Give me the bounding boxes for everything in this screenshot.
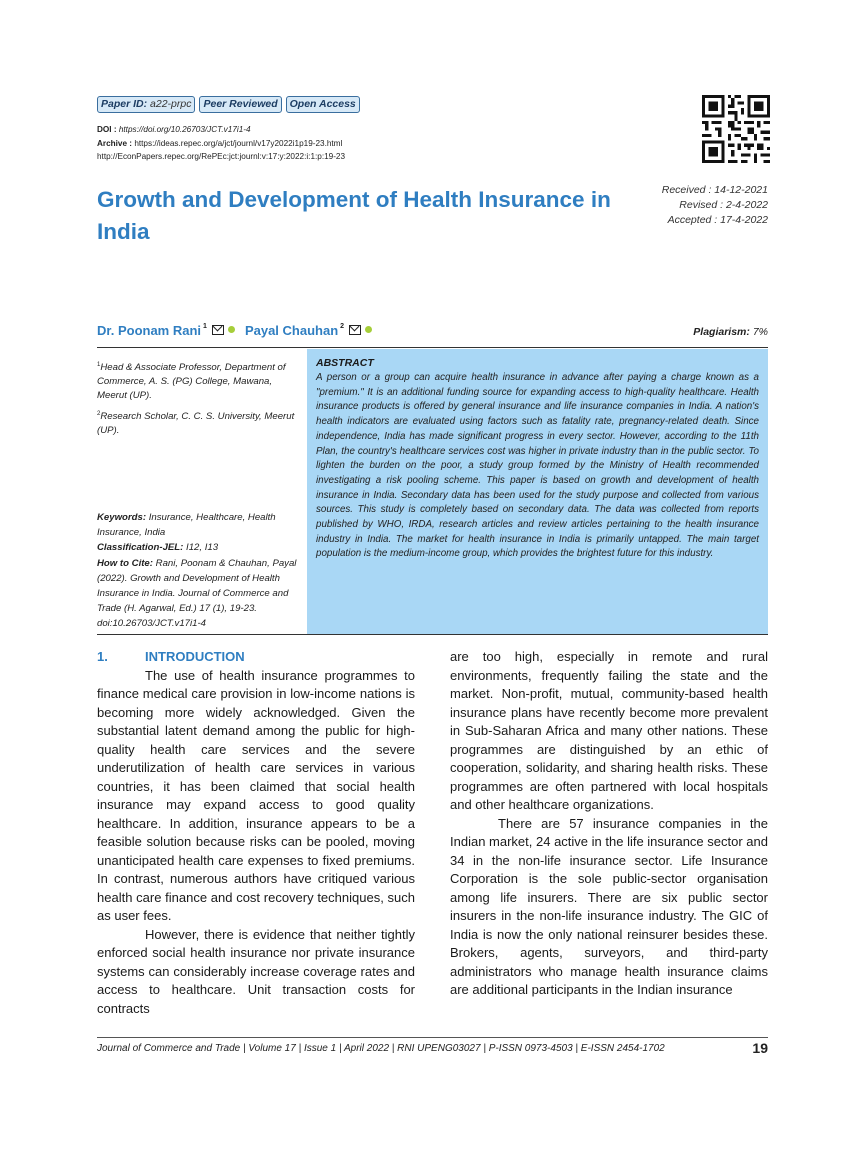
article-info bbox=[97, 510, 305, 632]
paragraph: The use of health insurance programmes to finance medical care provision in low-income nations is becoming more widely acknowledged. Given the substantial latent demand among the public for high-quality health care services and the severe underutilization of health care services in various countries, it has been claimed that social health insurance may expand access to good quality healthcare. In addition, insurance appears to be a feasible solution because risks can be pooled, moving unanticipated health care expenses to fixed premiums. In contrast, numerous authors have critiqued various health care finance and cost recovery techniques, such as user fees. bbox=[97, 667, 415, 923]
section-heading: 1. INTRODUCTION bbox=[97, 649, 245, 664]
affiliation-2: $^2$Research Scholar, C. C. S. University, Meerut (UP). bbox=[97, 411, 295, 437]
doi-block: DOI : https://doi.org/10.26703/JCT.v17i1-4 Archive : https://ideas.repec.org/a/jct/journl/v17y2022i1p19-23.html http://EconPapers.repec.org/RePEc:jct:journl:v:17:y:2022:i:1:p:19-23 bbox=[97, 123, 345, 164]
page-number: 19 bbox=[752, 1040, 768, 1056]
doi-link[interactable]: https://doi.org/10.26703/JCT.v17i1-4 bbox=[118, 125, 251, 134]
open-access-badge: Open Access bbox=[286, 96, 360, 113]
paragraph: However, there is evidence that neither tightly enforced social health insurance nor private insurance systems can considerably increase coverage rates and access to healthcare. Unit transaction costs for contracts bbox=[97, 926, 415, 1016]
journal-footer: Journal of Commerce and Trade | Volume 17 | Issue 1 | April 2022 | RNI UPENG03027 | P-ISSN 0973-4503 | E-ISSN 2454-1702 bbox=[97, 1043, 665, 1054]
how-to-cite: How to Cite: Rani, Poonam & Chauhan, Payal (2022). Growth and Development of Health Insurance in India. Journal of Commerce and Trade (H. Agarwal, Ed.) 17 (1), 19-23. doi:10.26703/JCT.v17i1-4 bbox=[97, 557, 297, 630]
abstract-box bbox=[307, 349, 768, 634]
qr-code-icon bbox=[702, 95, 770, 163]
submission-dates bbox=[600, 183, 768, 228]
author-2-name: Payal Chauhan bbox=[244, 323, 339, 338]
plagiarism-note: Plagiarism: 7% bbox=[693, 326, 768, 338]
body-column-left bbox=[97, 648, 415, 1018]
accepted-date: Accepted : 17-4-2022 bbox=[667, 214, 768, 226]
econpapers-link[interactable]: http://EconPapers.repec.org/RePEc:jct:journl:v:17:y:2022:i:1:p:19-23 bbox=[97, 152, 346, 161]
received-date: Received : 14-12-2021 bbox=[661, 184, 768, 196]
orcid-icon[interactable] bbox=[228, 326, 235, 333]
paragraph: There are 57 insurance companies in the Indian market, 24 active in the life insurance sector and 34 in the non-life insurance sector. Life Insurance Corporation is the sole public-sector organisation among life insurers. There are six public sector insurers in the non-life insurance industry. The GIC of India is now the only national reinsurer besides these. Brokers, agents, surveyors, and third-party administrators who manage health insurance claims are additional participants in the Indian insurance bbox=[450, 815, 768, 997]
email-icon[interactable] bbox=[212, 325, 224, 335]
affiliations bbox=[97, 358, 297, 442]
divider bbox=[97, 347, 768, 348]
author-1-sup: 1 bbox=[203, 323, 207, 330]
orcid-icon[interactable] bbox=[365, 326, 372, 333]
abstract-text: A person or a group can acquire health insurance in advance after paying a charge known as a "premium." It is an additional funding source for expanding access to high-quality healthcare. Health insurance products is offered by general insurance and life insurance companies in India. A nation's health indicators are evaluated using factors such as fatality rate, pregnancy-related death. Since independence, India has made significant progress in every sector. However, according to the 11th Plan, the country's healthcare services cost was higher in private industry than in the public sector. To lighten the burden on the poor, a study group formed by the Ministry of Health recommended investigating a risk pooling scheme. This paper is based on growth and development of health insurance in India. Secondary data has been used for the study purpose and collected from various sources. This study is completely based on secondary data. The data was collected from reports published by WHO, IRDA, research articles and review articles pertaining to the health insurance industry in India. The market for health insurance in India is primarily untapped. The main target population is the medium-income group, which provides the brightest future for this industry. bbox=[316, 372, 759, 560]
badge-row bbox=[97, 96, 360, 113]
affiliation-1: $^1$Head & Associate Professor, Department of Commerce, A. S. (PG) College, Mawana, Meerut (UP). bbox=[97, 362, 286, 402]
author-1-name: Dr. Poonam Rani bbox=[97, 323, 202, 338]
classification: Classification-JEL: I12, I13 bbox=[97, 542, 219, 554]
abstract-heading: ABSTRACT bbox=[316, 357, 374, 369]
footer-divider bbox=[97, 1037, 768, 1038]
revised-date: Revised : 2-4-2022 bbox=[679, 199, 768, 211]
divider bbox=[97, 634, 768, 635]
peer-reviewed-badge: Peer Reviewed bbox=[199, 96, 281, 113]
body-column-right bbox=[450, 648, 768, 1000]
keywords: Keywords: Insurance, Healthcare, Health Insurance, India bbox=[97, 512, 276, 539]
paragraph: are too high, especially in remote and rural environments, frequently failing the state and the market. Non-profit, mutual, community-based health insurance plans have recently become more prevalent in Sub-Saharan Africa and many other nations. These programmes are distinguished by an ethic of cooperation, solidarity, and sharing health risks. These programmes are often partnered with local hospitals and other healthcare organizations. bbox=[450, 649, 768, 812]
paper-title: Growth and Development of Health Insurance in India bbox=[97, 187, 611, 244]
email-icon[interactable] bbox=[349, 325, 361, 335]
author-line bbox=[97, 323, 380, 338]
archive-link[interactable]: https://ideas.repec.org/a/jct/journl/v17y2022i1p19-23.html bbox=[134, 138, 343, 148]
paper-id-badge: Paper ID: a22-prpc bbox=[97, 96, 195, 113]
author-2-sup: 2 bbox=[340, 323, 345, 330]
